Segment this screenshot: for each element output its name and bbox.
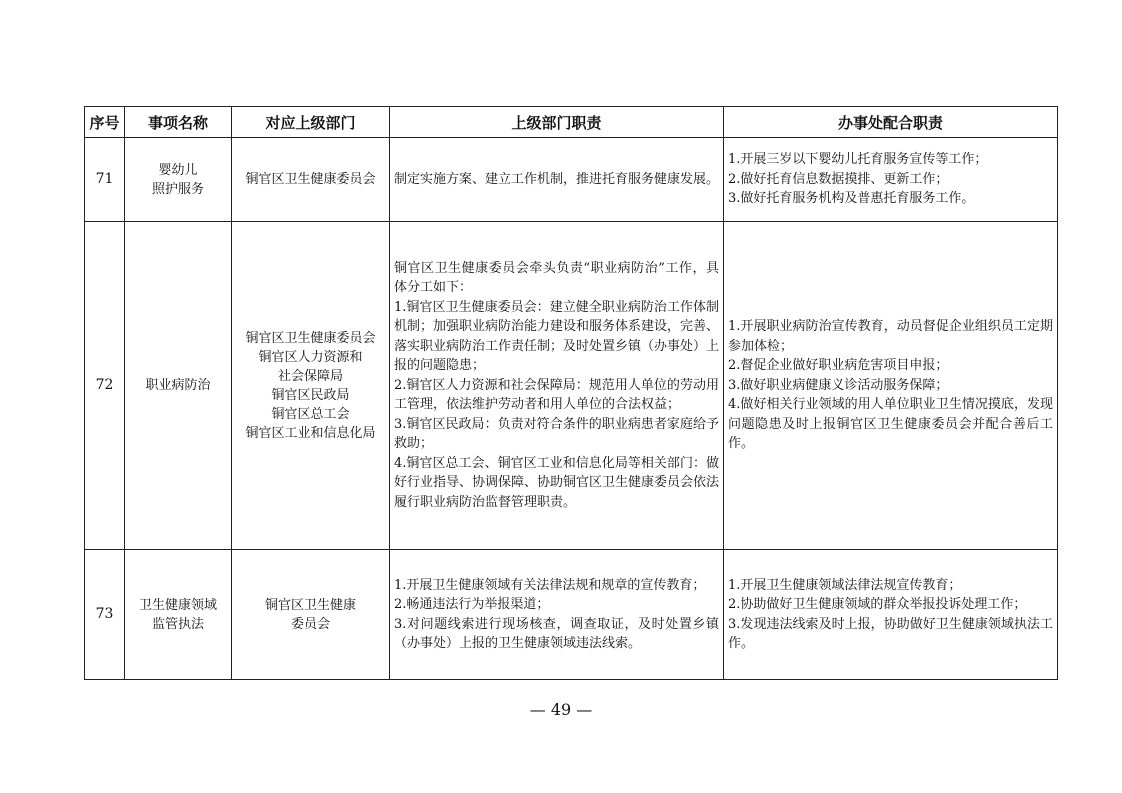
page-number: — 49 —	[529, 700, 593, 719]
row-duty: 1.开展卫生健康领域有关法律法规和规章的宣传教育； 2.畅通违法行为举报渠道； 3.对问题线索进行现场核查，调查取证，及时处置乡镇（办事处）上报的卫生健康领域违法线索。	[390, 550, 724, 680]
row-no: 72	[85, 222, 125, 550]
header-item: 事项名称	[125, 107, 232, 138]
row-duty: 制定实施方案、建立工作机制，推进托育服务健康发展。	[390, 138, 724, 222]
header-duty: 上级部门职责	[390, 107, 724, 138]
duty-table	[84, 106, 1058, 680]
row-coop: 1.开展卫生健康领域法律法规宣传教育； 2.协助做好卫生健康领域的群众举报投诉处理工作； 3.发现违法线索及时上报，协助做好卫生健康领域执法工作。	[724, 550, 1058, 680]
table-row	[85, 550, 1058, 680]
header-coop: 办事处配合职责	[724, 107, 1058, 138]
row-coop: 1.开展三岁以下婴幼儿托育服务宣传等工作； 2.做好托育信息数据摸排、更新工作； 3.做好托育服务机构及普惠托育服务工作。	[724, 138, 1058, 222]
header-dept: 对应上级部门	[232, 107, 390, 138]
row-dept: 铜官区卫生健康委员会 铜官区人力资源和 社会保障局 铜官区民政局 铜官区总工会 铜官区工业和信息化局	[232, 222, 390, 550]
header-no: 序号	[85, 107, 125, 138]
row-item: 卫生健康领域 监管执法	[125, 550, 232, 680]
table-header-row	[85, 107, 1058, 138]
row-coop: 1.开展职业病防治宣传教育，动员督促企业组织员工定期参加体检； 2.督促企业做好职业病危害项目申报； 3.做好职业病健康义诊活动服务保障； 4.做好相关行业领域的用人单位职业卫生情况摸底，发现问题隐患及时上报铜官区卫生健康委员会并配合善后工作。	[724, 222, 1058, 550]
row-no: 73	[85, 550, 125, 680]
row-item: 职业病防治	[125, 222, 232, 550]
table-row	[85, 138, 1058, 222]
table-row	[85, 222, 1058, 550]
row-dept: 铜官区卫生健康 委员会	[232, 550, 390, 680]
row-dept: 铜官区卫生健康委员会	[232, 138, 390, 222]
row-no: 71	[85, 138, 125, 222]
row-duty: 铜官区卫生健康委员会牵头负责“职业病防治”工作，具体分工如下： 1.铜官区卫生健康委员会：建立健全职业病防治工作体制机制；加强职业病防治能力建设和服务体系建设，完善、落实职业病防治工作责任制；及时处置乡镇（办事处）上报的问题隐患； 2.铜官区人力资源和社会保障局：规范用人单位的劳动用工管理，依法维护劳动者和用人单位的合法权益； 3.铜官区民政局：负责对符合条件的职业病患者家庭给予救助； 4.铜官区总工会、铜官区工业和信息化局等相关部门：做好行业指导、协调保障、协助铜官区卫生健康委员会依法履行职业病防治监督管理职责。	[390, 222, 724, 550]
row-item: 婴幼儿 照护服务	[125, 138, 232, 222]
